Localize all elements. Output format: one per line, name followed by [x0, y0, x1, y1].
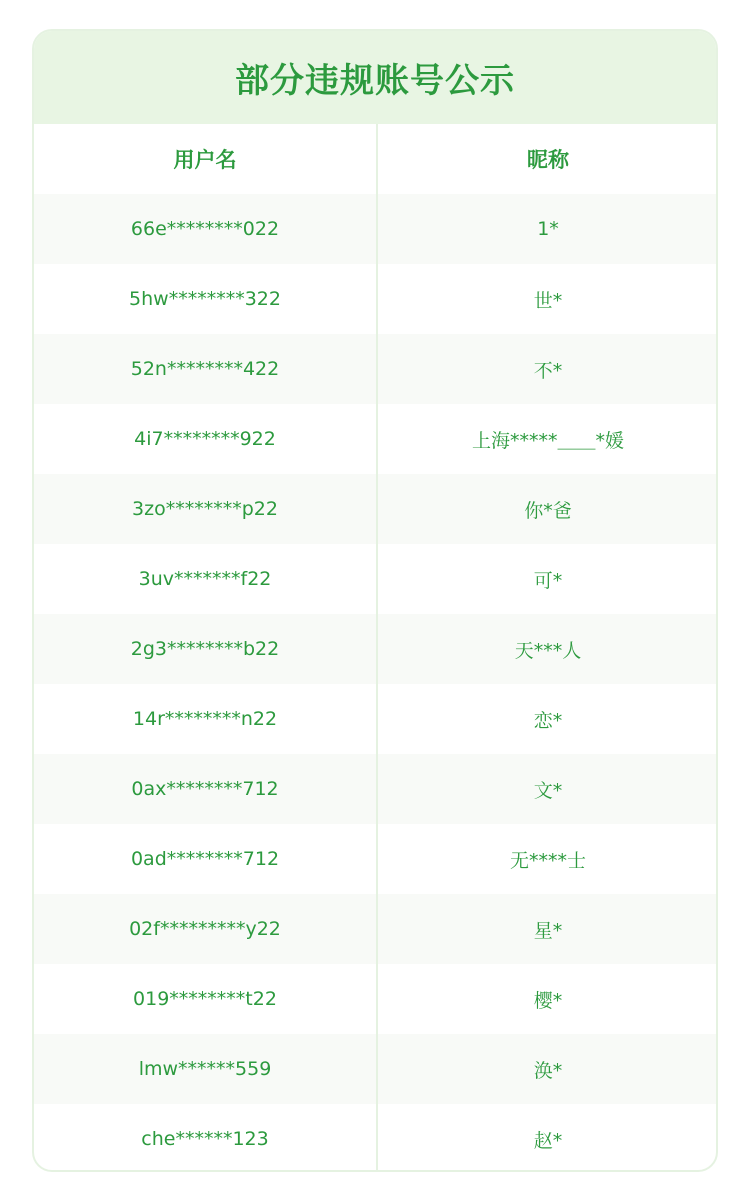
table-row: [34, 684, 716, 754]
username-cell: che******123: [141, 1128, 269, 1150]
column-header-username: 用户名: [173, 148, 237, 172]
username-cell: 4i7********922: [134, 428, 276, 450]
table-row: [34, 1034, 716, 1104]
nickname-cell: 天***人: [514, 639, 582, 662]
page-title: 部分违规账号公示: [235, 61, 515, 101]
table-row: [34, 264, 716, 334]
nickname-cell: 星*: [533, 919, 563, 942]
nickname-cell: 世*: [533, 289, 563, 312]
username-cell: 3zo********p22: [132, 498, 278, 520]
nickname-cell: 你*爸: [524, 499, 572, 522]
nickname-cell: 上海*****＿＿*媛: [471, 429, 624, 452]
nickname-cell: 无****士: [509, 849, 586, 872]
username-cell: 14r********n22: [132, 708, 278, 730]
table-row: [34, 824, 716, 894]
username-cell: 66e********022: [130, 218, 280, 240]
table-row: [34, 474, 716, 544]
column-divider: [376, 124, 378, 1172]
table-row: [34, 334, 716, 404]
table-row: [34, 1104, 716, 1172]
table-header-row: [34, 124, 716, 194]
username-cell: 02f*********y22: [129, 918, 281, 940]
username-cell: 2g3********b22: [130, 638, 280, 660]
username-cell: 5hw********322: [129, 288, 281, 310]
nickname-cell: 可*: [533, 569, 563, 592]
table-row: [34, 964, 716, 1034]
nickname-cell: 涣*: [533, 1059, 563, 1082]
table-row: [34, 894, 716, 964]
table-row: [34, 544, 716, 614]
table-row: [34, 614, 716, 684]
violation-table: [34, 124, 716, 1172]
column-header-nickname: 昵称: [527, 148, 569, 172]
card-header: [34, 31, 716, 124]
nickname-cell: 不*: [533, 359, 563, 382]
nickname-cell: 赵*: [533, 1129, 563, 1152]
username-cell: 0ad********712: [130, 848, 280, 870]
violation-notice-card: [32, 29, 718, 1172]
table-row: [34, 194, 716, 264]
username-cell: 019********t22: [133, 988, 277, 1010]
username-cell: lmw******559: [138, 1058, 272, 1080]
table-row: [34, 404, 716, 474]
nickname-cell: 1*: [537, 218, 559, 240]
nickname-cell: 恋*: [533, 709, 563, 732]
nickname-cell: 文*: [533, 779, 563, 802]
username-cell: 3uv*******f22: [138, 568, 272, 590]
nickname-cell: 樱*: [533, 989, 563, 1012]
username-cell: 52n********422: [130, 358, 280, 380]
username-cell: 0ax********712: [131, 778, 279, 800]
table-row: [34, 754, 716, 824]
